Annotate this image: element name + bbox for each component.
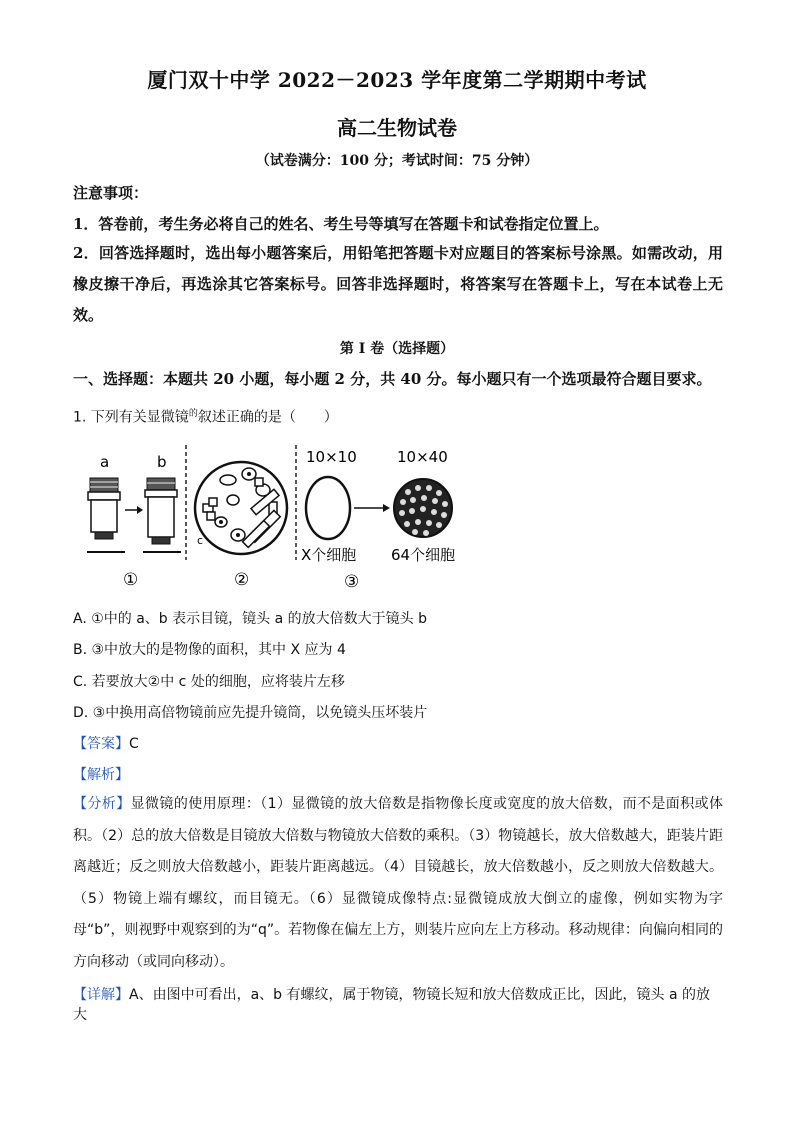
mag-high-label: 10×40	[397, 448, 448, 466]
notes-heading: 注意事项：	[73, 184, 149, 202]
fenxi-tag: 【分析】	[73, 796, 131, 812]
question-1-stem	[73, 406, 338, 427]
exam-title: 厦门双十中学 2022－2023 学年度第二学期期中考试	[147, 68, 647, 92]
microscope-figure	[73, 440, 468, 595]
section-title: 第 I 卷（选择题）	[339, 341, 455, 357]
cells-64-label: 64个细胞	[391, 546, 456, 564]
arrow-right-icon	[125, 506, 143, 514]
lens-a-label: a	[100, 453, 110, 471]
cells-x-label: X个细胞	[301, 546, 357, 564]
option-a: A. ①中的 a、b 表示目镜，镜头 a 的放大倍数大于镜头 b	[73, 611, 427, 627]
exam-subject: 高二生物试卷	[337, 116, 457, 140]
section-instruction: 一、选择题：本题共 20 小题，每小题 2 分，共 40 分。每小题只有一个选项最符合题目要求。	[73, 370, 712, 388]
panel-2-number: ②	[234, 570, 250, 590]
high-mag-view-icon	[394, 479, 452, 537]
arrow-right-icon	[354, 504, 390, 512]
exam-info: （试卷满分：100 分；考试时间：75 分钟）	[255, 153, 539, 169]
panel-3-number: ③	[344, 572, 360, 592]
mag-low-label: 10×10	[306, 448, 357, 466]
objective-lens-b-icon	[145, 478, 177, 544]
notes-item-1: 1．答卷前，考生务必将自己的姓名、考生号等填写在答题卡和试卷指定位置上。	[73, 215, 609, 233]
cell-c-label: c	[197, 534, 204, 547]
analysis-paragraph	[73, 789, 723, 978]
xiangjie-tag: 【详解】	[73, 987, 129, 1003]
panel-1-number: ①	[123, 570, 139, 590]
answer-line	[73, 733, 139, 753]
option-c: C. 若要放大②中 c 处的细胞，应将装片左移	[73, 674, 345, 690]
lens-b-label: b	[157, 453, 167, 471]
question-stem-part-a: 1. 下列有关显微镜	[73, 409, 189, 426]
low-mag-view-icon	[306, 477, 350, 539]
answer-tag: 【答案】	[73, 736, 129, 752]
fenxi-text: 显微镜的使用原理：（1）显微镜的放大倍数是指物像长度或宽度的放大倍数，而不是面积或体积。（2）总的放大倍数是目镜放大倍数与物镜放大倍数的乘积。（3）物镜越长，放大倍数越大，距装片距离越近；反之则放大倍数越小，距装片距离越远。（4）目镜越长，放大倍数越小，反之则放大倍数越大。（5）物镜上端有螺纹，而目镜无。（6）显微镜成像特点:显微镜成放大倒立的虚像，例如实物为字母“b”，则视野中观察到的为“q”。若物像在偏左上方，则装片应向左上方移动。移动规律：向偏向相同的方向移动（或同向移动）。	[73, 796, 723, 970]
answer-value: C	[129, 736, 139, 752]
analysis-tag: 【解析】	[73, 767, 129, 783]
notes-item-2: 2．回答选择题时，选出每小题答案后，用铅笔把答题卡对应题目的答案标号涂黑。如需改动，用橡皮擦干净后，再选涂其它答案标号。回答非选择题时，将答案写在答题卡上，写在本试卷上无效。	[73, 244, 723, 324]
detail-paragraph	[73, 984, 723, 1024]
xiangjie-text: A、由图中可看出，a、b 有螺纹，属于物镜，物镜长短和放大倍数成正比，因此，镜头 a 的放大	[73, 987, 710, 1023]
question-stem-part-b: 叙述正确的是（ ）	[197, 409, 338, 426]
option-d: D. ③中换用高倍物镜前应先提升镜筒，以免镜头压坏装片	[73, 705, 428, 721]
field-of-view-icon	[195, 462, 287, 554]
option-b: B. ③中放大的是物像的面积，其中 X 应为 4	[73, 642, 346, 658]
question-stem-superscript: 的	[188, 409, 198, 419]
objective-lens-a-icon	[88, 478, 120, 539]
